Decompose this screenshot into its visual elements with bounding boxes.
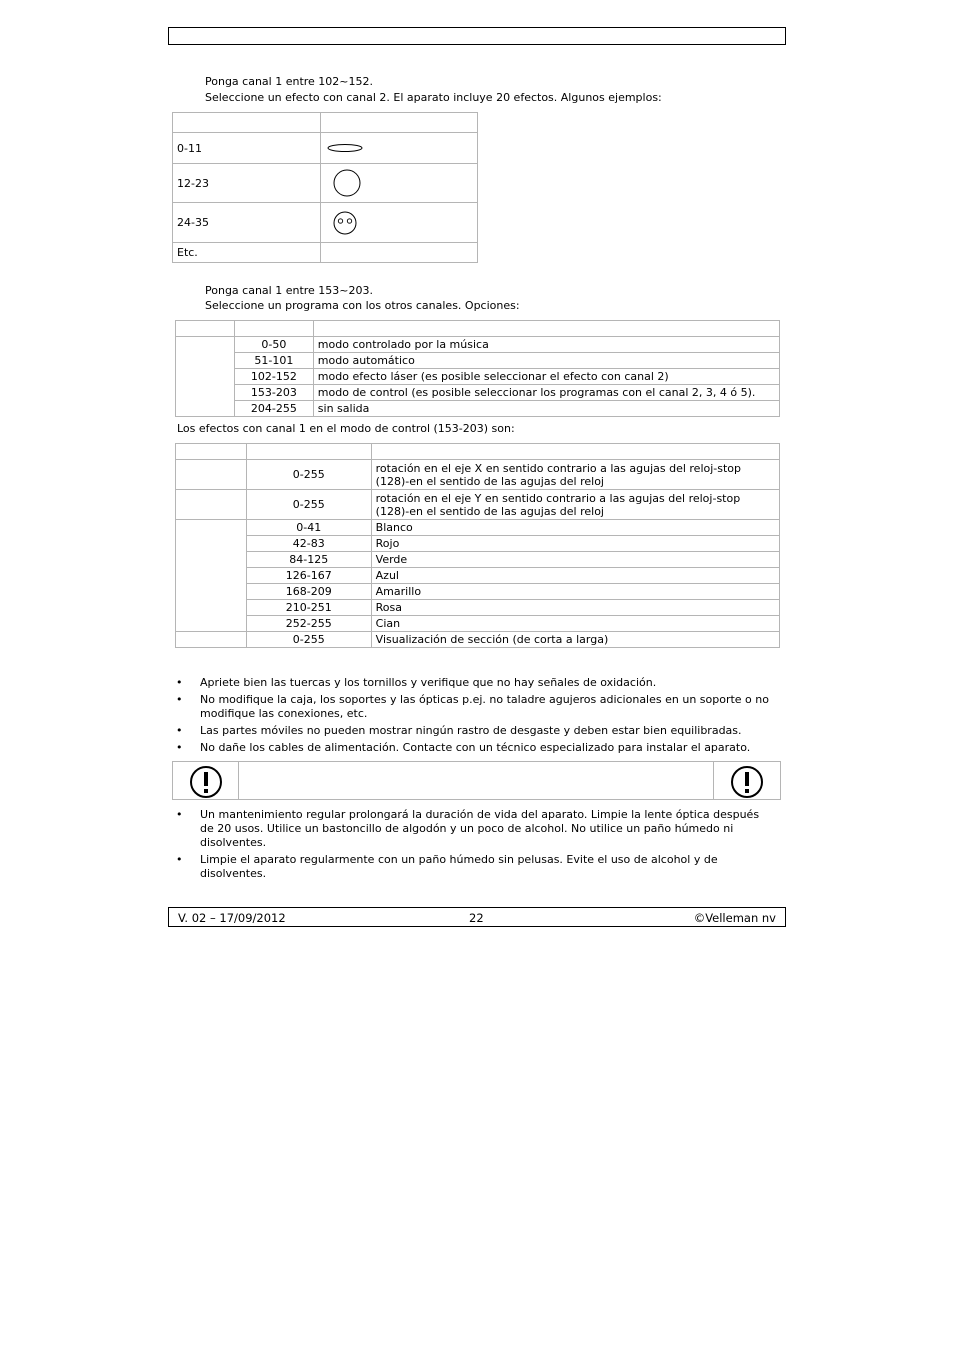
effect-range: Etc. [173, 243, 321, 263]
header-cell [176, 444, 247, 460]
table-row [176, 490, 780, 520]
desc-line: rotación en el eje X en sentido contrario a las agujas del reloj-stop [375, 461, 742, 475]
value-cell: 252-255 [246, 616, 371, 632]
value-cell: 84-125 [246, 552, 371, 568]
table-row [176, 520, 780, 536]
intro-line-2: Seleccione un efecto con canal 2. El aparato incluye 20 efectos. Algunos ejemplos: [205, 91, 662, 104]
desc-cell: modo controlado por la música [313, 337, 779, 353]
desc-cell: Rojo [371, 536, 779, 552]
table-row [173, 133, 478, 164]
maintenance-list [175, 676, 775, 758]
desc-line: (128)-en el sentido de las agujas del reloj [375, 504, 604, 518]
table-row [176, 460, 780, 490]
table-header-row [173, 113, 478, 133]
header-cell [321, 113, 478, 133]
list-item: • Limpie el aparato regularmente con un paño húmedo sin pelusas. Evite el uso de alcohol y de disolventes. [175, 853, 775, 881]
effect-range: 0-11 [173, 133, 321, 164]
value-cell: 102-152 [234, 369, 313, 385]
list-item: • No dañe los cables de alimentación. Contacte con un técnico especializado para instalar el aparato. [175, 741, 775, 755]
value-cell: 42-83 [246, 536, 371, 552]
effect-range: 12-23 [173, 164, 321, 203]
value-cell: 210-251 [246, 600, 371, 616]
desc-cell [371, 490, 779, 520]
table-header-row [176, 444, 780, 460]
empty-cell [321, 243, 478, 263]
warning-divider [713, 762, 714, 799]
warning-divider [238, 762, 239, 799]
value-cell: 126-167 [246, 568, 371, 584]
programs-table [175, 320, 780, 417]
value-cell: 153-203 [234, 385, 313, 401]
list-item: • Las partes móviles no pueden mostrar ningún rastro de desgaste y deben estar bien equilibradas. [175, 724, 775, 738]
value-cell: 168-209 [246, 584, 371, 600]
table-row [176, 552, 780, 568]
header-box [168, 27, 786, 45]
section2-line-2: Seleccione un programa con los otros canales. Opciones: [205, 299, 520, 312]
desc-cell: modo automático [313, 353, 779, 369]
circle-shape [321, 164, 478, 203]
header-cell [176, 321, 235, 337]
desc-line: rotación en el eje Y en sentido contrario a las agujas del reloj-stop [375, 491, 741, 505]
desc-cell: Cian [371, 616, 779, 632]
desc-cell: Rosa [371, 600, 779, 616]
effects-table [172, 112, 478, 263]
table-row [176, 536, 780, 552]
label-cell [176, 490, 247, 520]
value-cell: 51-101 [234, 353, 313, 369]
control-table [175, 443, 780, 648]
page-footer [168, 907, 786, 927]
list-item: • Un mantenimiento regular prolongará la duración de vida del aparato. Limpie la lente óptica después de 20 usos. Utilice un bastoncillo de algodón y un poco de alcohol. No utilice un paño húmedo ni disolventes. [175, 808, 775, 850]
list-item: • No modifique la caja, los soportes y las ópticas p.ej. no taladre agujeros adicionales en un soporte o no modifique las conexiones, etc. [175, 693, 775, 721]
header-cell [234, 321, 313, 337]
control-intro: Los efectos con canal 1 en el modo de control (153-203) son: [177, 422, 515, 435]
table-row [176, 353, 780, 369]
value-cell: 0-255 [246, 490, 371, 520]
desc-line: (128)-en el sentido de las agujas del reloj [375, 474, 604, 488]
desc-cell: Verde [371, 552, 779, 568]
cleaning-list [175, 808, 775, 884]
table-row [176, 337, 780, 353]
header-cell [173, 113, 321, 133]
desc-cell: modo efecto láser (es posible seleccionar el efecto con canal 2) [313, 369, 779, 385]
table-row [176, 616, 780, 632]
footer-copyright: ©Velleman nv [693, 911, 776, 925]
table-row [176, 632, 780, 648]
value-cell: 0-41 [246, 520, 371, 536]
table-row [173, 164, 478, 203]
value-cell: 0-255 [246, 632, 371, 648]
desc-cell: Visualización de sección (de corta a larga) [371, 632, 779, 648]
table-row [176, 369, 780, 385]
value-cell: 0-255 [246, 460, 371, 490]
desc-cell [371, 460, 779, 490]
value-cell: 204-255 [234, 401, 313, 417]
table-header-row [176, 321, 780, 337]
face-circle-shape [321, 203, 478, 243]
flat-ellipse-shape [321, 133, 478, 164]
warning-box [172, 761, 781, 800]
desc-cell: sin salida [313, 401, 779, 417]
effect-range: 24-35 [173, 203, 321, 243]
table-row [173, 243, 478, 263]
desc-cell: modo de control (es posible seleccionar los programas con el canal 2, 3, 4 ó 5). [313, 385, 779, 401]
value-cell: 0-50 [234, 337, 313, 353]
merged-label-cell [176, 520, 247, 632]
table-row [176, 600, 780, 616]
label-cell [176, 460, 247, 490]
desc-cell: Azul [371, 568, 779, 584]
table-row [173, 203, 478, 243]
list-item: • Apriete bien las tuercas y los tornillos y verifique que no hay señales de oxidación. [175, 676, 775, 690]
desc-cell: Amarillo [371, 584, 779, 600]
header-cell [246, 444, 371, 460]
merged-label-cell [176, 337, 235, 417]
footer-version: V. 02 – 17/09/2012 [178, 911, 286, 925]
table-row [176, 568, 780, 584]
header-cell [313, 321, 779, 337]
footer-page-number: 22 [469, 911, 484, 925]
table-row [176, 401, 780, 417]
header-cell [371, 444, 779, 460]
table-row [176, 385, 780, 401]
intro-line-1: Ponga canal 1 entre 102~152. [205, 75, 374, 88]
exclamation-circle-icon [189, 765, 223, 799]
section2-line-1: Ponga canal 1 entre 153~203. [205, 284, 374, 297]
label-cell [176, 632, 247, 648]
desc-cell: Blanco [371, 520, 779, 536]
exclamation-circle-icon [730, 765, 764, 799]
table-row [176, 584, 780, 600]
